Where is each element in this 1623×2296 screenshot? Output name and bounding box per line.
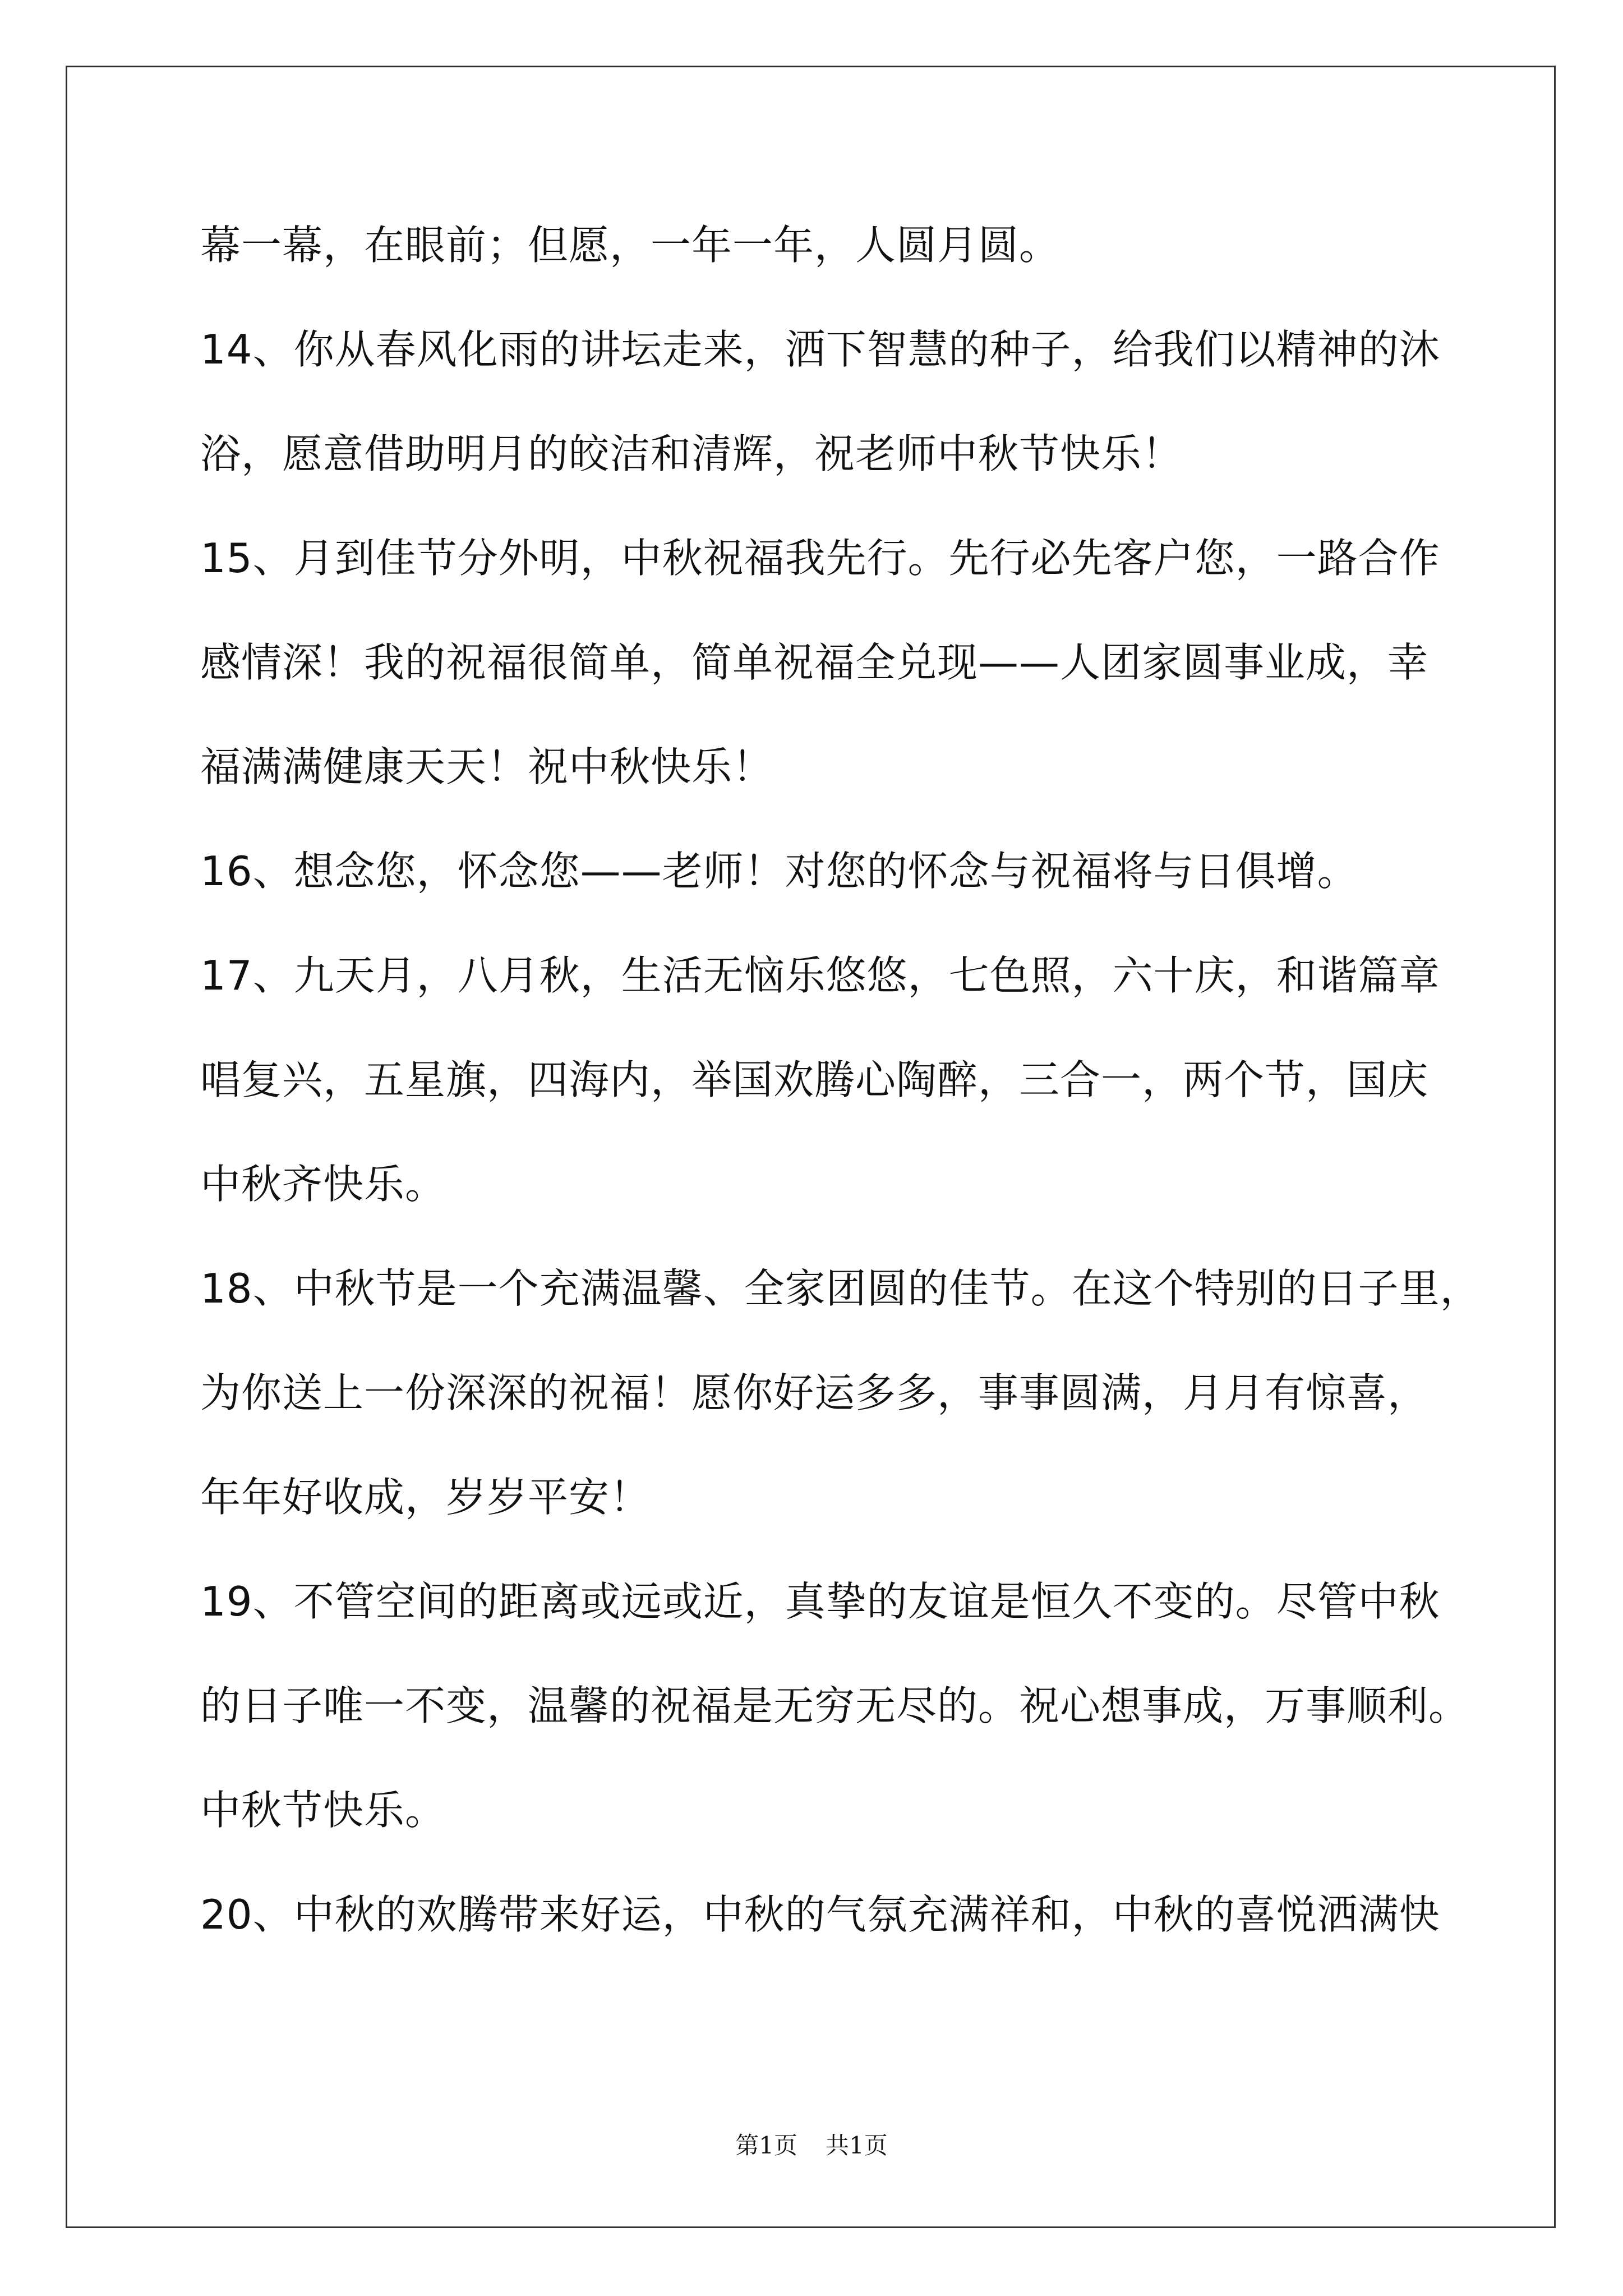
text-line: 中秋节快乐。 [200,1787,446,1834]
text-line: 14、你从春风化雨的讲坛走来，洒下智慧的种子，给我们以精神的沐 [200,326,1440,373]
text-line: 16、想念您，怀念您——老师！对您的怀念与祝福将与日俱增。 [200,848,1358,895]
page-footer [0,2129,1623,2162]
text-line: 19、不管空间的距离或远或近，真挚的友谊是恒久不变的。尽管中秋 [200,1578,1440,1625]
text-line: 福满满健康天天！祝中秋快乐！ [200,743,774,790]
text-line: 唱复兴，五星旗，四海内，举国欢腾心陶醉，三合一，两个节，国庆 [200,1056,1429,1103]
page-number: 第1页 [735,2132,797,2159]
text-line: 15、月到佳节分外明，中秋祝福我先行。先行必先客户您，一路合作 [200,535,1440,582]
text-line: 幕一幕，在眼前；但愿，一年一年，人圆月圆。 [200,222,1061,269]
text-line: 的日子唯一不变，温馨的祝福是无穷无尽的。祝心想事成，万事顺利。 [200,1682,1470,1729]
text-line: 感情深！我的祝福很简单，简单祝福全兑现——人团家圆事业成，幸 [200,639,1429,686]
text-line: 年年好收成，岁岁平安！ [200,1474,651,1521]
page-total: 共1页 [826,2132,888,2159]
text-line: 18、中秋节是一个充满温馨、全家团圆的佳节。在这个特别的日子里， [200,1265,1481,1312]
text-line: 为你送上一份深深的祝福！愿你好运多多，事事圆满，月月有惊喜， [200,1369,1429,1416]
text-line: 中秋齐快乐。 [200,1161,446,1208]
text-line: 浴，愿意借助明月的皎洁和清辉，祝老师中秋节快乐！ [200,430,1183,477]
text-line: 20、中秋的欢腾带来好运，中秋的气氛充满祥和，中秋的喜悦洒满快 [200,1891,1440,1938]
text-line: 17、九天月，八月秋，生活无恼乐悠悠，七色照，六十庆，和谐篇章 [200,952,1440,999]
